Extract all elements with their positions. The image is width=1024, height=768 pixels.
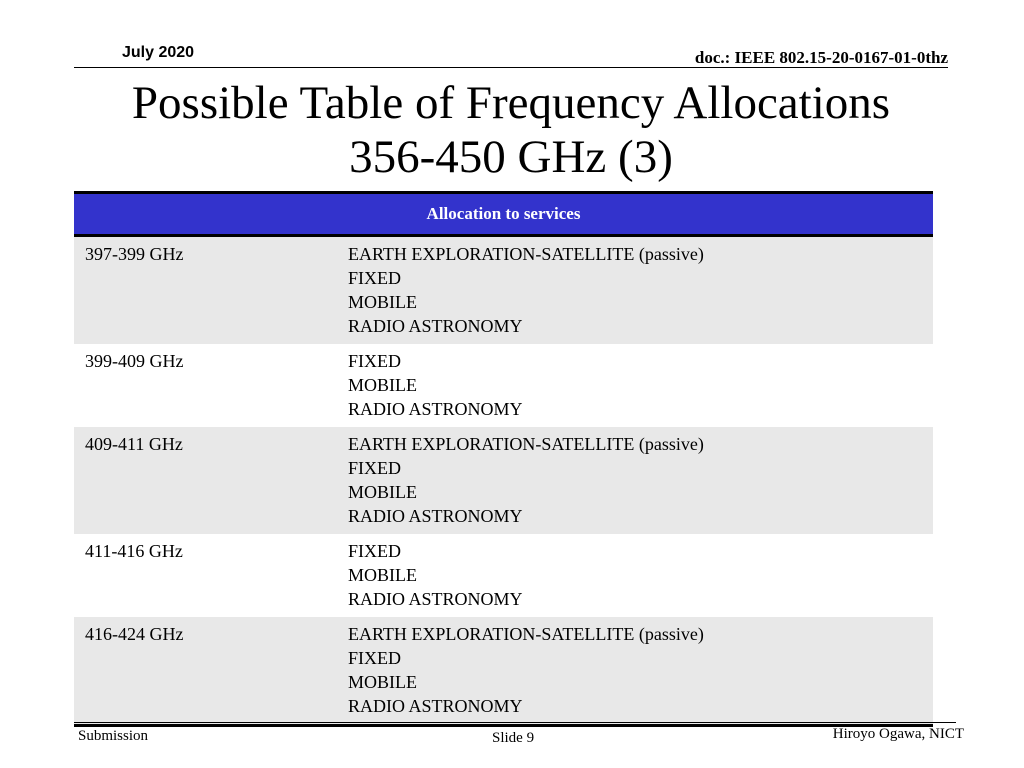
service-item: RADIO ASTRONOMY: [348, 399, 523, 419]
slide-title: [74, 76, 948, 184]
header-doc-id: doc.: IEEE 802.15-20-0167-01-0thz: [694, 48, 948, 67]
service-item: FIXED: [348, 458, 401, 478]
band-cell: 399-409 GHz: [85, 351, 184, 371]
table-row: [74, 427, 933, 534]
service-item: RADIO ASTRONOMY: [348, 589, 523, 609]
table-row: [74, 617, 933, 724]
service-item: MOBILE: [348, 375, 417, 395]
service-item: FIXED: [348, 648, 401, 668]
service-item: EARTH EXPLORATION-SATELLITE (passive): [348, 624, 704, 644]
service-item: EARTH EXPLORATION-SATELLITE (passive): [348, 434, 704, 454]
band-cell: 397-399 GHz: [85, 244, 184, 264]
service-item: FIXED: [348, 351, 401, 371]
services-cell: [348, 349, 933, 421]
service-item: RADIO ASTRONOMY: [348, 316, 523, 336]
table-row: [74, 534, 933, 617]
table-row: [74, 344, 933, 427]
service-item: RADIO ASTRONOMY: [348, 506, 523, 526]
service-item: MOBILE: [348, 292, 417, 312]
band-cell: 416-424 GHz: [85, 624, 184, 644]
header-date: July 2020: [122, 44, 195, 61]
footer-submission: Submission: [78, 728, 149, 744]
slide-title-line1: Possible Table of Frequency Allocations: [131, 77, 891, 129]
allocation-table: [74, 191, 933, 727]
service-item: RADIO ASTRONOMY: [348, 696, 523, 716]
services-cell: [348, 242, 933, 338]
footer-divider: [74, 722, 956, 723]
service-item: EARTH EXPLORATION-SATELLITE (passive): [348, 244, 704, 264]
band-cell: 411-416 GHz: [85, 541, 183, 561]
table-bottom-border: [74, 724, 933, 727]
service-item: FIXED: [348, 268, 401, 288]
service-item: FIXED: [348, 541, 401, 561]
footer-slide-number: Slide 9: [492, 730, 535, 746]
service-item: MOBILE: [348, 672, 417, 692]
service-item: MOBILE: [348, 565, 417, 585]
services-cell: [348, 432, 933, 528]
services-cell: [348, 622, 933, 718]
slide-title-line2: 356-450 GHz (3): [349, 131, 673, 183]
services-cell: [348, 539, 933, 611]
table-header: Allocation to services: [74, 191, 933, 237]
band-cell: 409-411 GHz: [85, 434, 183, 454]
header-divider: [74, 67, 948, 68]
table-row: [74, 237, 933, 344]
service-item: MOBILE: [348, 482, 417, 502]
footer-author: Hiroyo Ogawa, NICT: [832, 726, 964, 742]
